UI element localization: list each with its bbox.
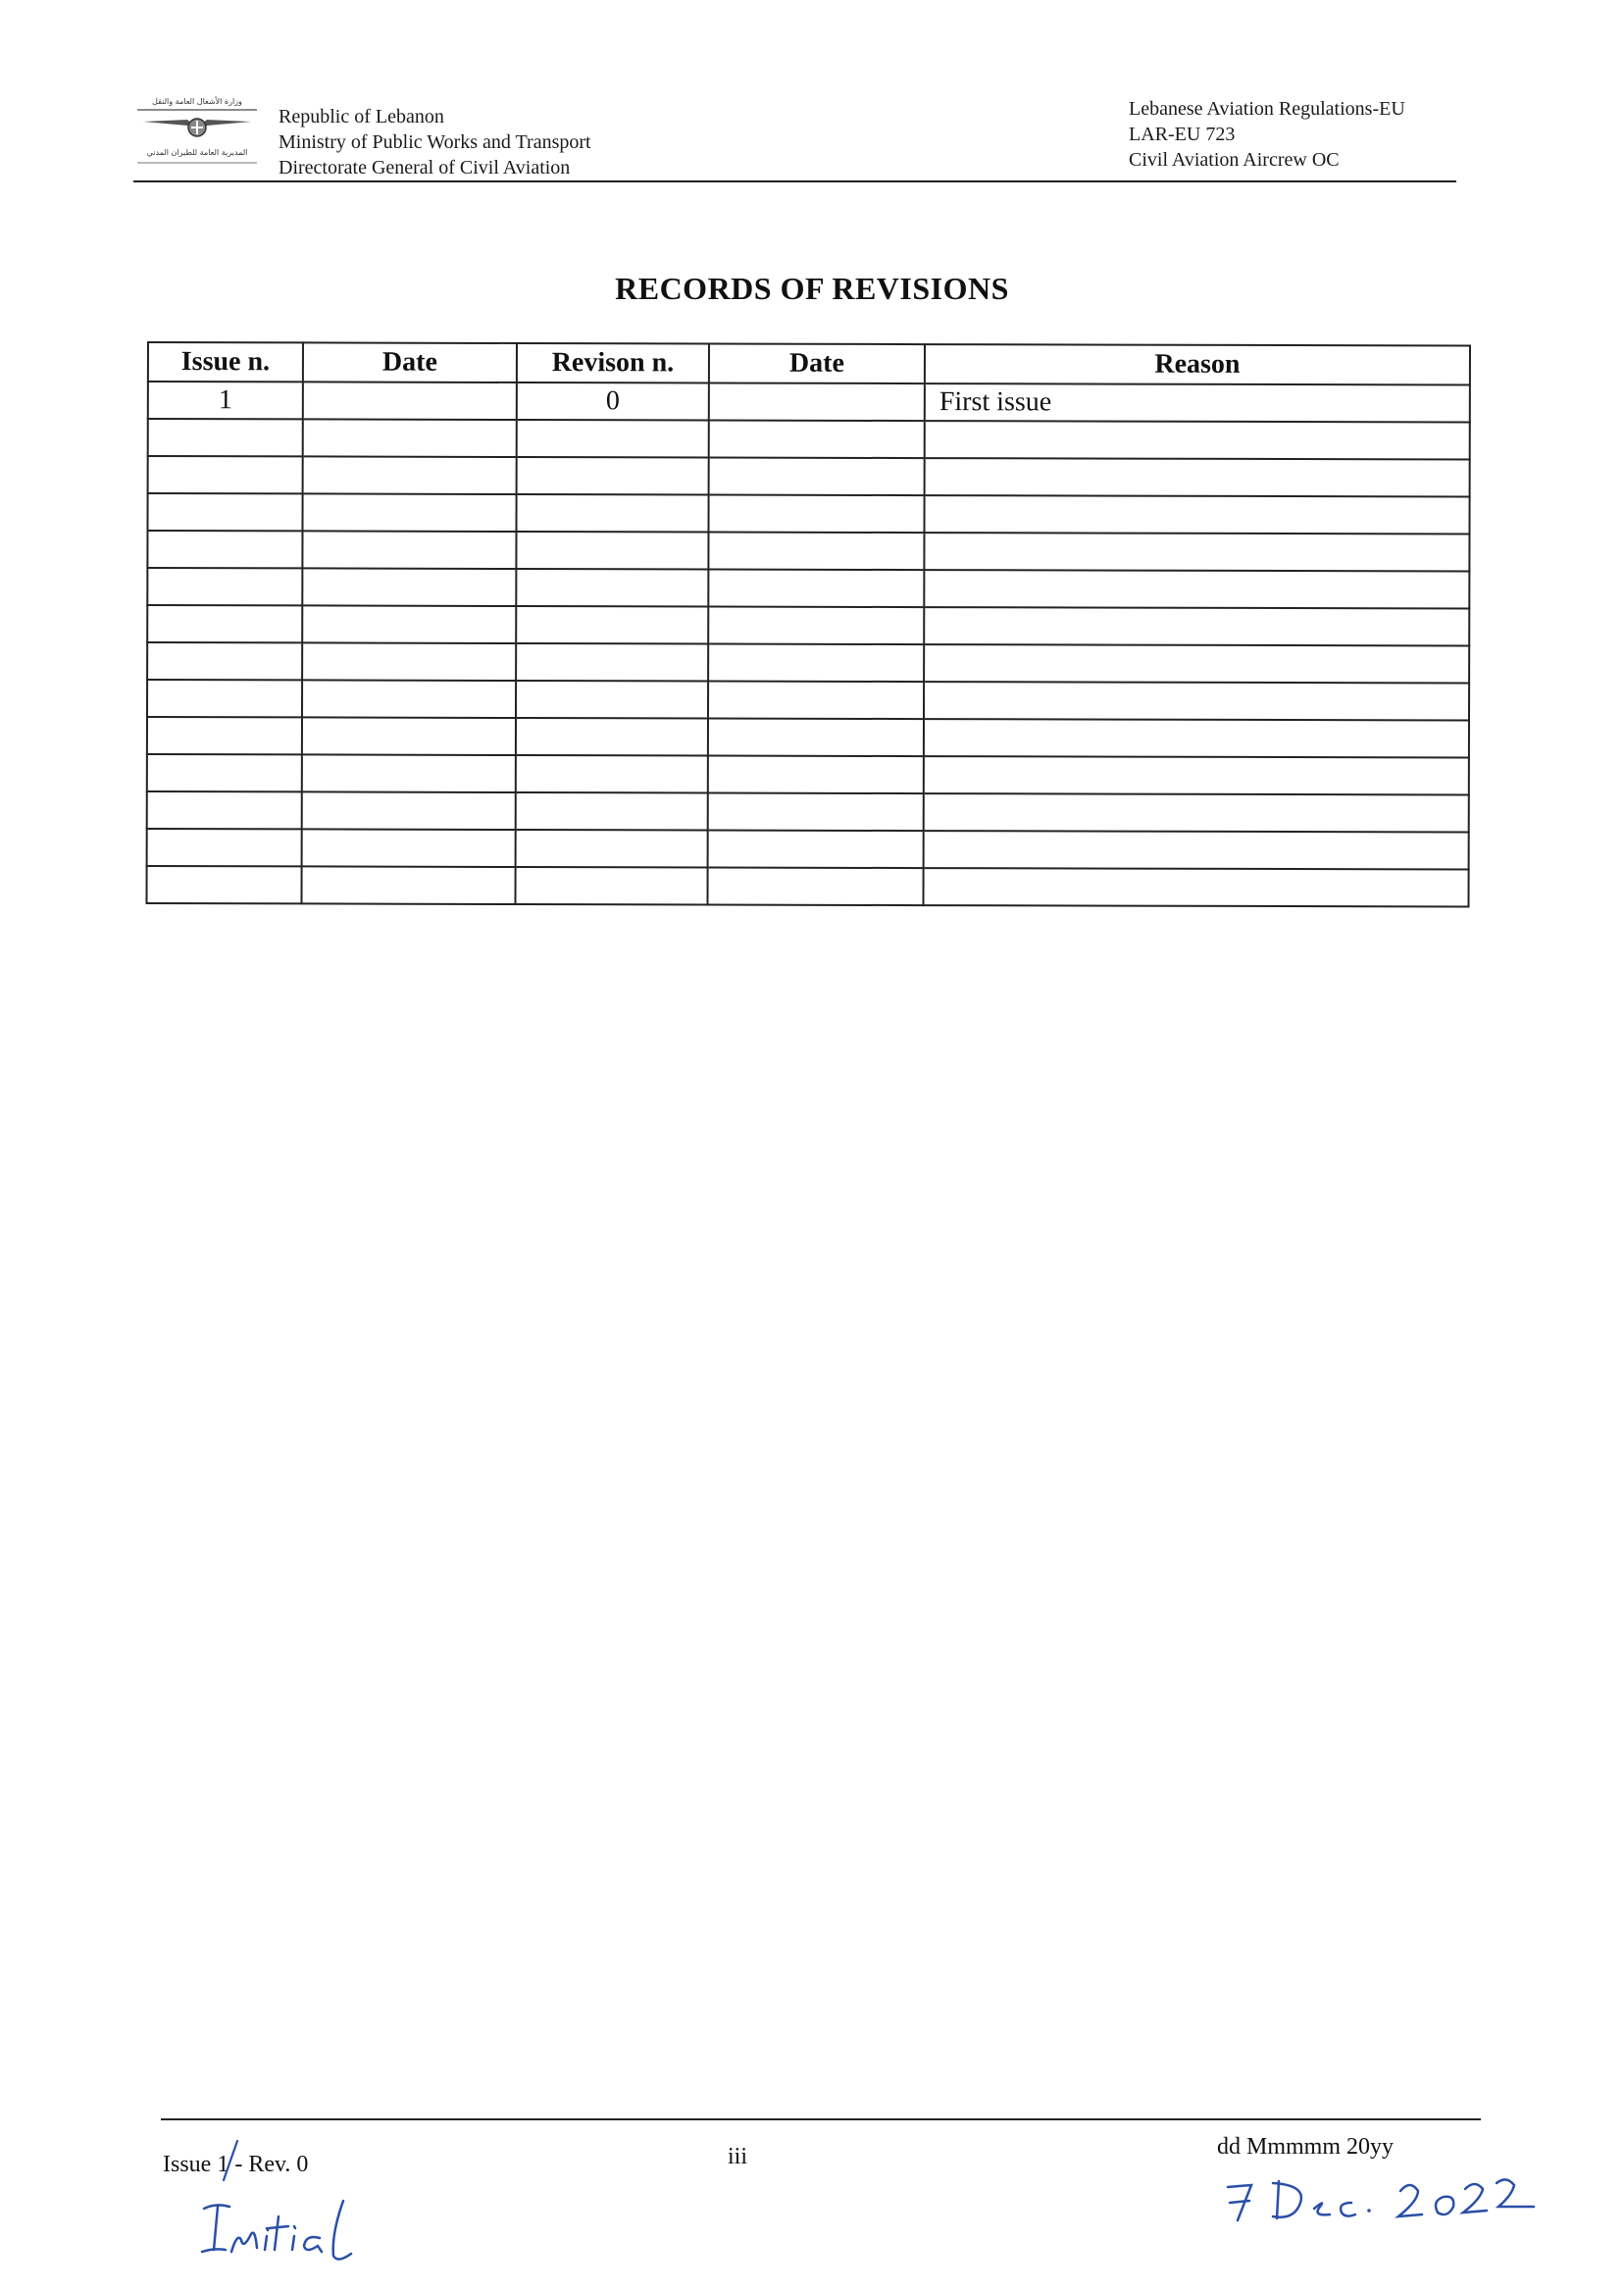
table-header-row — [148, 342, 1470, 385]
cell-reason: First issue — [925, 383, 1470, 422]
cell-reason — [925, 421, 1470, 459]
cell-date — [302, 829, 516, 867]
cell-revision — [516, 606, 708, 644]
column-header-reason: Reason — [925, 344, 1470, 384]
cell-revision-date — [708, 569, 924, 607]
cell-revision — [516, 643, 708, 682]
cell-revision-date — [708, 681, 924, 719]
cell-revision-date — [708, 830, 924, 868]
header-ministry: Ministry of Public Works and Transport — [279, 131, 591, 153]
table-body — [146, 382, 1469, 907]
cell-revision — [516, 755, 708, 793]
cell-date — [302, 568, 516, 606]
table-row — [147, 605, 1469, 646]
column-header-revision-date: Date — [709, 344, 925, 384]
cell-date — [302, 717, 516, 755]
table-row — [148, 419, 1470, 460]
cell-revision — [516, 532, 708, 570]
table-row — [147, 493, 1469, 535]
cell-revision: 0 — [517, 382, 709, 421]
page-title: RECORDS OF REVISIONS — [615, 271, 1009, 306]
cell-issue — [147, 829, 302, 866]
cell-reason — [924, 533, 1469, 571]
column-header-revision: Revison n. — [517, 343, 709, 383]
cell-issue — [147, 717, 302, 754]
cell-revision-date — [709, 382, 925, 421]
cell-revision — [517, 457, 709, 495]
cell-revision — [516, 569, 708, 607]
handwritten-slash — [216, 2138, 245, 2183]
cell-issue — [147, 531, 302, 568]
svg-text:المديرية العامة للطيران المدني: المديرية العامة للطيران المدني — [146, 148, 248, 157]
handwritten-date — [1216, 2167, 1540, 2236]
cell-date — [302, 680, 516, 718]
header-regulation-subject: Civil Aviation Aircrew OC — [1129, 149, 1340, 171]
revisions-table — [145, 341, 1470, 908]
table-row — [148, 382, 1470, 423]
table-row — [147, 531, 1469, 572]
cell-issue — [148, 456, 303, 493]
table-row — [147, 680, 1469, 721]
cell-reason — [924, 607, 1469, 645]
cell-reason — [924, 719, 1469, 757]
table-row — [147, 717, 1469, 758]
cell-reason — [924, 756, 1469, 794]
cell-revision-date — [707, 867, 923, 905]
cell-issue — [147, 493, 302, 531]
cell-issue — [147, 680, 302, 717]
header-regulation — [1129, 96, 1405, 173]
cell-revision — [516, 792, 708, 831]
cell-reason — [924, 495, 1469, 534]
cell-date — [302, 531, 516, 569]
cell-revision-date — [708, 792, 924, 831]
header-republic: Republic of Lebanon — [279, 106, 444, 127]
cell-revision — [517, 420, 709, 458]
cell-date — [303, 382, 517, 420]
cell-date — [302, 493, 516, 532]
table-row — [147, 791, 1469, 833]
cell-reason — [925, 458, 1470, 496]
cell-date — [302, 791, 516, 830]
cell-issue — [147, 642, 302, 680]
cell-revision-date — [708, 643, 924, 682]
cell-date — [302, 642, 516, 681]
table-row — [146, 866, 1468, 907]
cell-issue — [147, 754, 302, 791]
cell-reason — [924, 682, 1469, 720]
table-row — [148, 456, 1470, 497]
cell-issue — [147, 568, 302, 605]
table-row — [147, 642, 1469, 684]
table-row — [147, 754, 1469, 795]
cell-date — [301, 866, 515, 904]
cell-reason — [924, 570, 1469, 608]
cell-reason — [924, 793, 1469, 832]
footer-divider — [161, 2118, 1481, 2120]
cell-revision — [515, 867, 707, 905]
footer-issue-label: Issue 1 - Rev. 0 — [163, 2152, 309, 2177]
cell-revision-date — [708, 755, 924, 793]
column-header-date: Date — [303, 342, 517, 382]
cell-revision-date — [708, 532, 924, 570]
cell-issue — [146, 866, 301, 903]
cell-reason — [923, 868, 1468, 906]
cell-reason — [924, 644, 1469, 683]
cell-revision — [516, 718, 708, 756]
header-divider — [133, 180, 1456, 182]
dgca-emblem-icon — [133, 94, 261, 177]
handwritten-initial — [196, 2195, 369, 2267]
cell-revision-date — [708, 494, 924, 533]
cell-reason — [924, 831, 1469, 869]
cell-revision-date — [709, 420, 925, 458]
footer-date-placeholder: dd Mmmmm 20yy — [1217, 2134, 1395, 2160]
table-row — [147, 568, 1469, 609]
cell-revision-date — [709, 457, 925, 495]
svg-text:وزارة الأشغال العامة والنقل: وزارة الأشغال العامة والنقل — [152, 97, 242, 106]
cell-revision-date — [708, 606, 924, 644]
cell-date — [302, 605, 516, 643]
cell-revision — [516, 681, 708, 719]
cell-date — [303, 456, 517, 494]
cell-issue — [147, 791, 302, 829]
cell-date — [303, 419, 517, 457]
cell-revision-date — [708, 718, 924, 756]
header-regulation-code: LAR-EU 723 — [1129, 124, 1236, 145]
cell-revision — [516, 830, 708, 868]
header-regulation-name: Lebanese Aviation Regulations-EU — [1129, 98, 1405, 120]
cell-issue: 1 — [148, 382, 303, 419]
table-row — [147, 829, 1469, 870]
header-organization — [279, 104, 591, 180]
cell-issue — [148, 419, 303, 456]
header-directorate: Directorate General of Civil Aviation — [279, 157, 571, 178]
cell-revision — [516, 494, 708, 533]
cell-date — [302, 754, 516, 792]
footer-page-number: iii — [728, 2144, 748, 2169]
column-header-issue: Issue n. — [148, 342, 303, 382]
cell-issue — [147, 605, 302, 642]
